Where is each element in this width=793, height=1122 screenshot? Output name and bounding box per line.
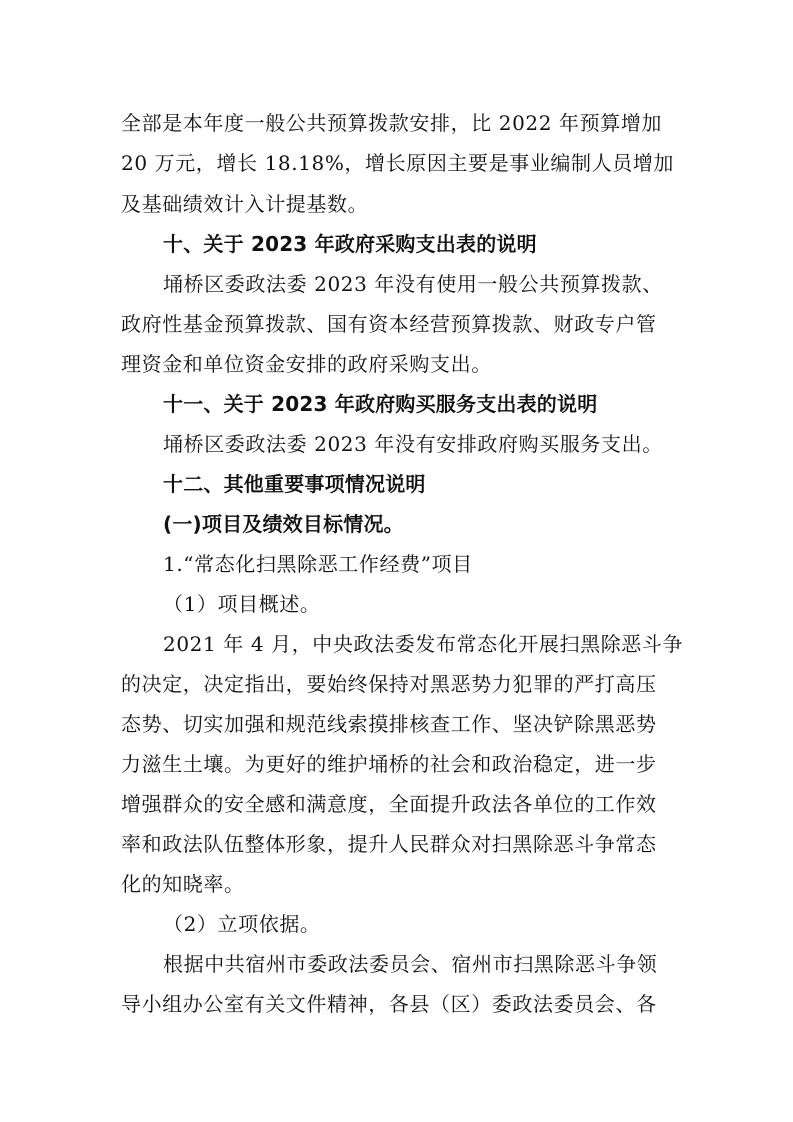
paragraph-line: 增强群众的安全感和满意度，全面提升政法各单位的工作效 [121, 792, 657, 816]
paragraph-line: 导小组办公室有关文件精神，各县（区）委政法委员会、各 [121, 992, 657, 1016]
item-heading: 1.“常态化扫黑除恶工作经费”项目 [163, 552, 473, 576]
paragraph-line: 埇桥区委政法委 2023 年没有安排政府购买服务支出。 [163, 432, 663, 456]
paragraph-line: 的决定，决定指出，要始终保持对黑恶势力犯罪的严打高压 [121, 672, 657, 696]
item-subheading: （2）立项依据。 [163, 912, 321, 936]
paragraph-line: 理资金和单位资金安排的政府采购支出。 [121, 352, 492, 376]
paragraph-line: 根据中共宿州市委政法委员会、宿州市扫黑除恶斗争领 [163, 952, 658, 976]
paragraph-line: 2021 年 4 月，中央政法委发布常态化开展扫黑除恶斗争 [163, 632, 684, 656]
section-heading-10: 十、关于 2023 年政府采购支出表的说明 [163, 232, 537, 256]
paragraph-line: 率和政法队伍整体形象，提升人民群众对扫黑除恶斗争常态 [121, 832, 657, 856]
paragraph-line: 埇桥区委政法委 2023 年没有使用一般公共预算拨款、 [163, 272, 663, 296]
item-subheading: （1）项目概述。 [163, 592, 321, 616]
section-heading-11: 十一、关于 2023 年政府购买服务支出表的说明 [163, 392, 598, 416]
paragraph-line: 及基础绩效计入计提基数。 [121, 192, 369, 216]
section-heading-12: 十二、其他重要事项情况说明 [163, 472, 426, 496]
paragraph-line: 政府性基金预算拨款、国有资本经营预算拨款、财政专户管 [121, 312, 657, 336]
paragraph-line: 态势、切实加强和规范线索摸排核查工作、坚决铲除黑恶势 [121, 712, 657, 736]
paragraph-line: 力滋生土壤。为更好的维护埇桥的社会和政治稳定，进一步 [121, 752, 657, 776]
paragraph-line: 全部是本年度一般公共预算拨款安排，比 2022 年预算增加 [121, 111, 663, 135]
paragraph-line: 化的知晓率。 [121, 872, 245, 896]
subsection-heading: (一)项目及绩效目标情况。 [163, 512, 404, 536]
paragraph-line: 20 万元，增长 18.18%，增长原因主要是事业编制人员增加 [121, 151, 675, 175]
